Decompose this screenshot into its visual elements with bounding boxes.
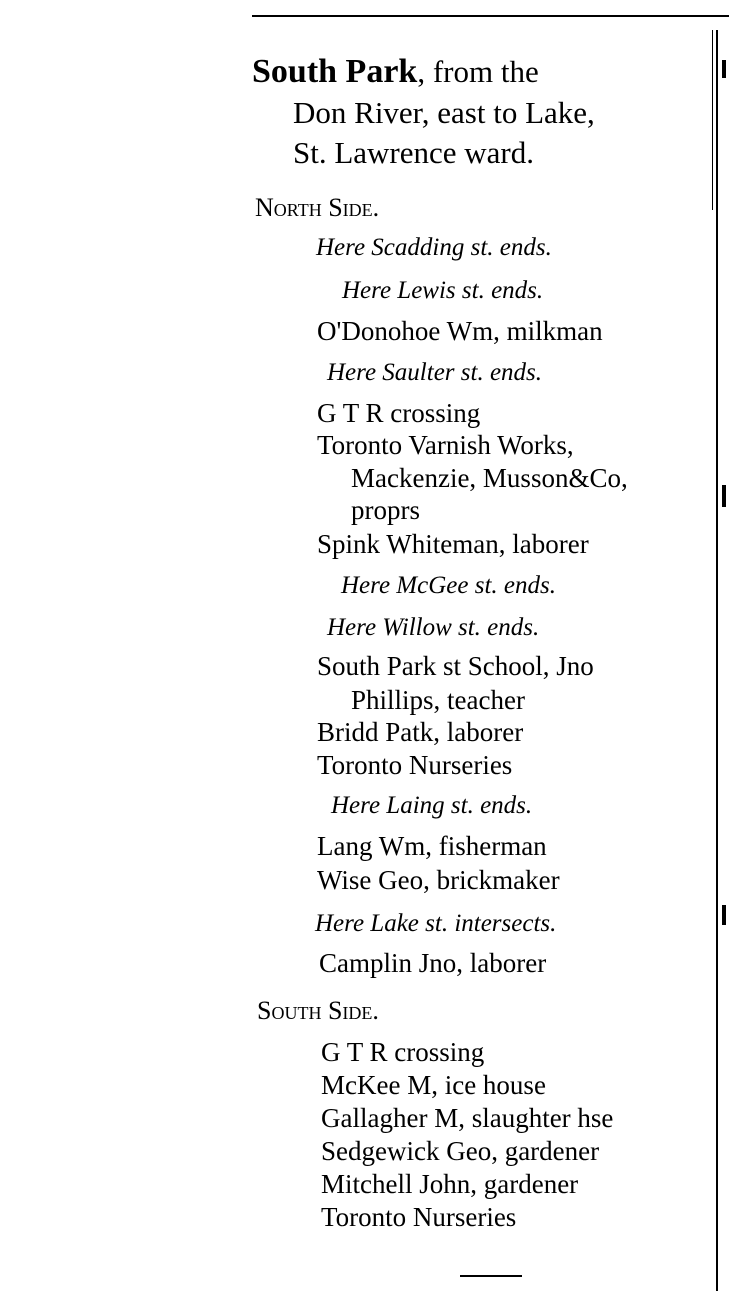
directory-entry-continued: Phillips, teacher [351, 685, 525, 715]
directory-entry: Toronto Nurseries [321, 1202, 517, 1232]
directory-entry: Toronto Varnish Works, [317, 430, 574, 460]
top-rule [252, 15, 729, 17]
cross-street-note: Here Scadding st. ends. [316, 234, 552, 261]
street-heading [252, 52, 539, 92]
directory-entry: McKee M, ice house [321, 1070, 546, 1100]
street-heading-line2: Don River, east to Lake, [293, 95, 595, 130]
directory-entry: Sedgewick Geo, gardener [321, 1136, 600, 1166]
cross-street-note: Here Saulter st. ends. [327, 359, 543, 386]
column-rule [716, 30, 718, 1291]
street-heading-line3: St. Lawrence ward. [293, 135, 535, 170]
cross-street-note: Here Lake st. intersects. [315, 910, 557, 937]
directory-entry: Mitchell John, gardener [321, 1169, 579, 1199]
directory-entry: Camplin Jno, laborer [319, 948, 547, 978]
margin-mark [722, 485, 726, 507]
directory-entry: G T R crossing [317, 398, 481, 428]
north-side-label: North Side. [255, 193, 380, 222]
directory-entry-continued: proprs [351, 495, 420, 525]
directory-entry: Wise Geo, brickmaker [317, 865, 560, 895]
directory-entry: South Park st School, Jno [317, 651, 594, 681]
margin-mark [722, 905, 726, 925]
directory-entry: Lang Wm, fisherman [317, 831, 547, 861]
cross-street-note: Here Laing st. ends. [331, 792, 533, 819]
column-rule-inner [712, 30, 713, 210]
cross-street-note: Here McGee st. ends. [341, 572, 556, 599]
street-heading-rest: , from the [417, 54, 539, 89]
directory-entry-continued: Mackenzie, Musson&Co, [351, 463, 628, 493]
directory-entry: Toronto Nurseries [317, 750, 513, 780]
cross-street-note: Here Lewis st. ends. [342, 277, 544, 304]
directory-entry: O'Donohoe Wm, milkman [317, 316, 603, 346]
cross-street-note: Here Willow st. ends. [327, 614, 540, 641]
south-side-label: South Side. [257, 996, 379, 1025]
street-name: South Park [252, 53, 418, 90]
directory-entry: Bridd Patk, laborer [317, 717, 524, 747]
margin-mark [722, 60, 726, 78]
directory-entry: Gallagher M, slaughter hse [321, 1103, 614, 1133]
directory-entry: Spink Whiteman, laborer [317, 529, 589, 559]
directory-entry: G T R crossing [321, 1037, 485, 1067]
bottom-rule [460, 1275, 522, 1277]
